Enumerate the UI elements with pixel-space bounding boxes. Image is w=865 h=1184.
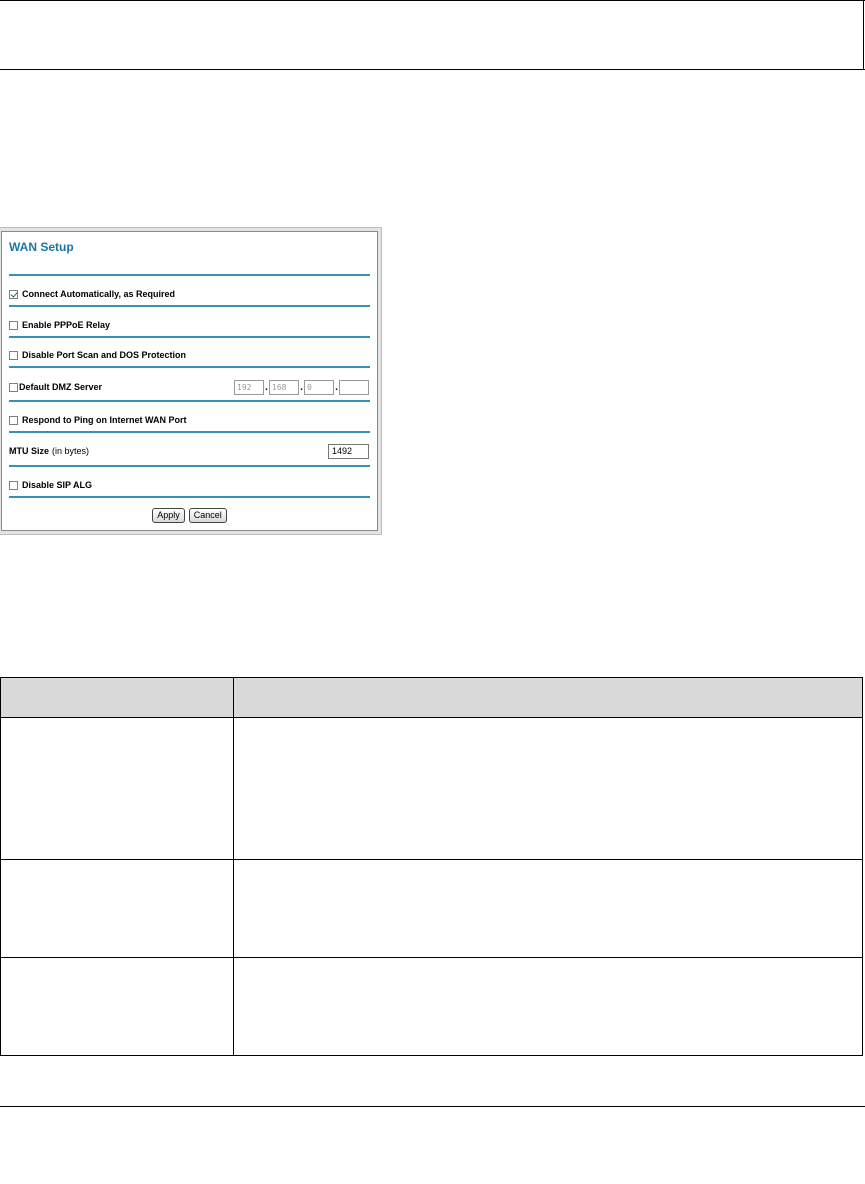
dmz-label: Default DMZ Server bbox=[19, 382, 103, 392]
panel-title: WAN Setup bbox=[9, 240, 74, 254]
port-scan-label: Disable Port Scan and DOS Protection bbox=[22, 350, 187, 360]
port-scan-checkbox[interactable] bbox=[9, 351, 18, 360]
mtu-unit: (in bytes) bbox=[52, 446, 90, 456]
ip-dot: . bbox=[300, 381, 303, 393]
dmz-ip-octet-4[interactable] bbox=[339, 380, 369, 395]
sip-alg-checkbox[interactable] bbox=[9, 481, 18, 490]
mtu-row bbox=[9, 444, 370, 458]
ping-row bbox=[9, 413, 370, 427]
table-header-cell bbox=[1, 678, 234, 718]
settings-table bbox=[0, 677, 863, 1056]
cancel-button[interactable]: Cancel bbox=[189, 508, 227, 523]
header-bottom-rule bbox=[0, 69, 865, 70]
dmz-ip-octet-3[interactable]: 0 bbox=[304, 380, 334, 395]
dmz-ip-octet-1[interactable]: 192 bbox=[234, 380, 264, 395]
table-row bbox=[1, 958, 863, 1056]
pppoe-relay-checkbox[interactable] bbox=[9, 321, 18, 330]
table-row bbox=[1, 860, 863, 958]
table-row bbox=[1, 718, 863, 860]
table-cell bbox=[1, 718, 234, 860]
divider bbox=[9, 431, 370, 433]
divider bbox=[9, 366, 370, 368]
divider bbox=[9, 336, 370, 338]
divider bbox=[9, 274, 370, 276]
connect-auto-row bbox=[9, 287, 370, 301]
header-rule bbox=[0, 0, 865, 1]
connect-auto-label: Connect Automatically, as Required bbox=[22, 289, 176, 299]
table-cell bbox=[234, 958, 863, 1056]
table-cell bbox=[1, 860, 234, 958]
mtu-label: MTU Size bbox=[9, 446, 50, 456]
table-cell bbox=[1, 958, 234, 1056]
ping-checkbox[interactable] bbox=[9, 416, 18, 425]
divider bbox=[9, 496, 370, 498]
dmz-ip-group bbox=[234, 380, 369, 395]
sip-alg-label: Disable SIP ALG bbox=[22, 480, 93, 490]
sip-alg-row bbox=[9, 478, 370, 492]
divider bbox=[9, 465, 370, 467]
button-bar bbox=[9, 508, 370, 523]
table-cell bbox=[234, 860, 863, 958]
wan-setup-panel bbox=[1, 231, 378, 531]
port-scan-row bbox=[9, 348, 370, 362]
pppoe-relay-row bbox=[9, 318, 370, 332]
dmz-checkbox[interactable] bbox=[9, 383, 18, 392]
divider bbox=[9, 305, 370, 307]
mtu-input[interactable]: 1492 bbox=[328, 444, 369, 459]
dmz-row bbox=[9, 380, 370, 394]
apply-button[interactable]: Apply bbox=[152, 508, 185, 523]
footer-rule bbox=[0, 1106, 865, 1107]
pppoe-relay-label: Enable PPPoE Relay bbox=[22, 320, 111, 330]
table-header-cell bbox=[234, 678, 863, 718]
ping-label: Respond to Ping on Internet WAN Port bbox=[22, 415, 187, 425]
header-edge bbox=[863, 0, 864, 70]
table-header-row bbox=[1, 678, 863, 718]
ip-dot: . bbox=[265, 381, 268, 393]
table-cell bbox=[234, 718, 863, 860]
ip-dot: . bbox=[335, 381, 338, 393]
dmz-ip-octet-2[interactable]: 168 bbox=[269, 380, 299, 395]
connect-auto-checkbox[interactable] bbox=[9, 290, 18, 299]
divider bbox=[9, 400, 370, 402]
